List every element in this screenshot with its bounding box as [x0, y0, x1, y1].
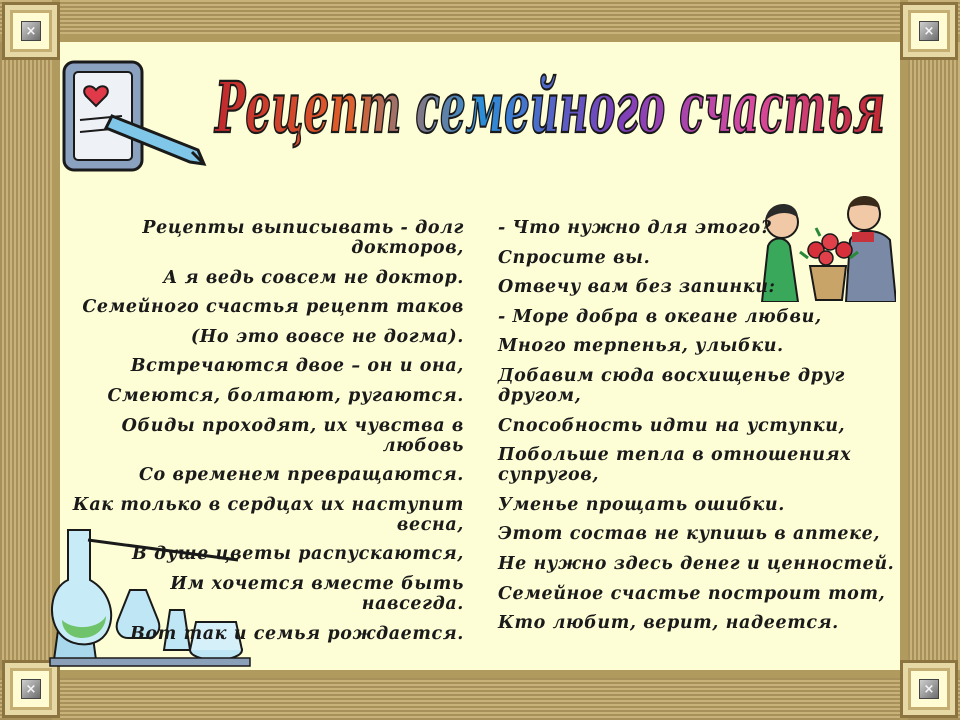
- verse-line: (Но это вовсе не догма).: [190, 326, 464, 347]
- left-verses: [70, 218, 464, 653]
- verse-line: А я ведь совсем не доктор.: [163, 267, 464, 288]
- frame-inner-bottom: [0, 670, 960, 678]
- verse-line: Побольше тепла в отношениях супругов,: [498, 445, 852, 486]
- verse-line: Добавим сюда восхищенье друг другом,: [498, 365, 845, 406]
- verse-line: Семейного счастья рецепт таков: [82, 297, 464, 318]
- verse-line: Рецепты выписывать - долг докторов,: [142, 218, 464, 258]
- verse-line: Встречаются двое – он и она,: [130, 356, 464, 377]
- verse-line: Способность идти на уступки,: [498, 415, 846, 436]
- frame-right: [900, 0, 960, 720]
- right-verses: [498, 218, 898, 643]
- verse-line: В душе цветы распускаются,: [132, 544, 464, 565]
- title-text: Рецепт семейного счастья: [213, 66, 886, 149]
- verse-line: Как только в сердцах их наступит весна,: [72, 494, 464, 535]
- close-square-icon: ×: [919, 21, 939, 41]
- verse-line: Обиды проходят, их чувства в любовь: [121, 415, 464, 456]
- verse-line: Отвечу вам без запинки:: [498, 277, 776, 298]
- verse-line: Вот так и семья рождается.: [130, 623, 464, 644]
- frame-inner-right: [900, 0, 908, 720]
- verse-line: Уменье прощать ошибки.: [498, 494, 785, 515]
- verse-line: Семейное счастье построит тот,: [498, 583, 886, 604]
- verse-line: Смеются, болтают, ругаются.: [107, 385, 464, 406]
- verse-line: - Что нужно для этого?: [498, 218, 772, 238]
- corner-bottom-right[interactable]: [900, 660, 958, 718]
- verse-line: Кто любит, верит, надеется.: [498, 613, 839, 634]
- close-square-icon: ×: [919, 679, 939, 699]
- verse-line: Со временем превращаются.: [138, 465, 464, 486]
- corner-top-left[interactable]: [2, 2, 60, 60]
- close-square-icon: ×: [21, 679, 41, 699]
- verse-line: Этот состав не купишь в аптеке,: [498, 524, 881, 545]
- verse-line: Много терпенья, улыбки.: [498, 336, 784, 357]
- corner-top-right[interactable]: [900, 2, 958, 60]
- close-square-icon: ×: [21, 21, 41, 41]
- verse-line: - Море добра в океане любви,: [498, 306, 822, 327]
- verse-line: Не нужно здесь денег и ценностей.: [498, 553, 895, 574]
- verse-line: Спросите вы.: [498, 247, 651, 268]
- page-title: [200, 40, 900, 160]
- prescription-pad-heart-icon: [62, 58, 212, 178]
- verse-line: Им хочется вместе быть навсегда.: [170, 573, 464, 614]
- frame-bottom: [0, 672, 960, 720]
